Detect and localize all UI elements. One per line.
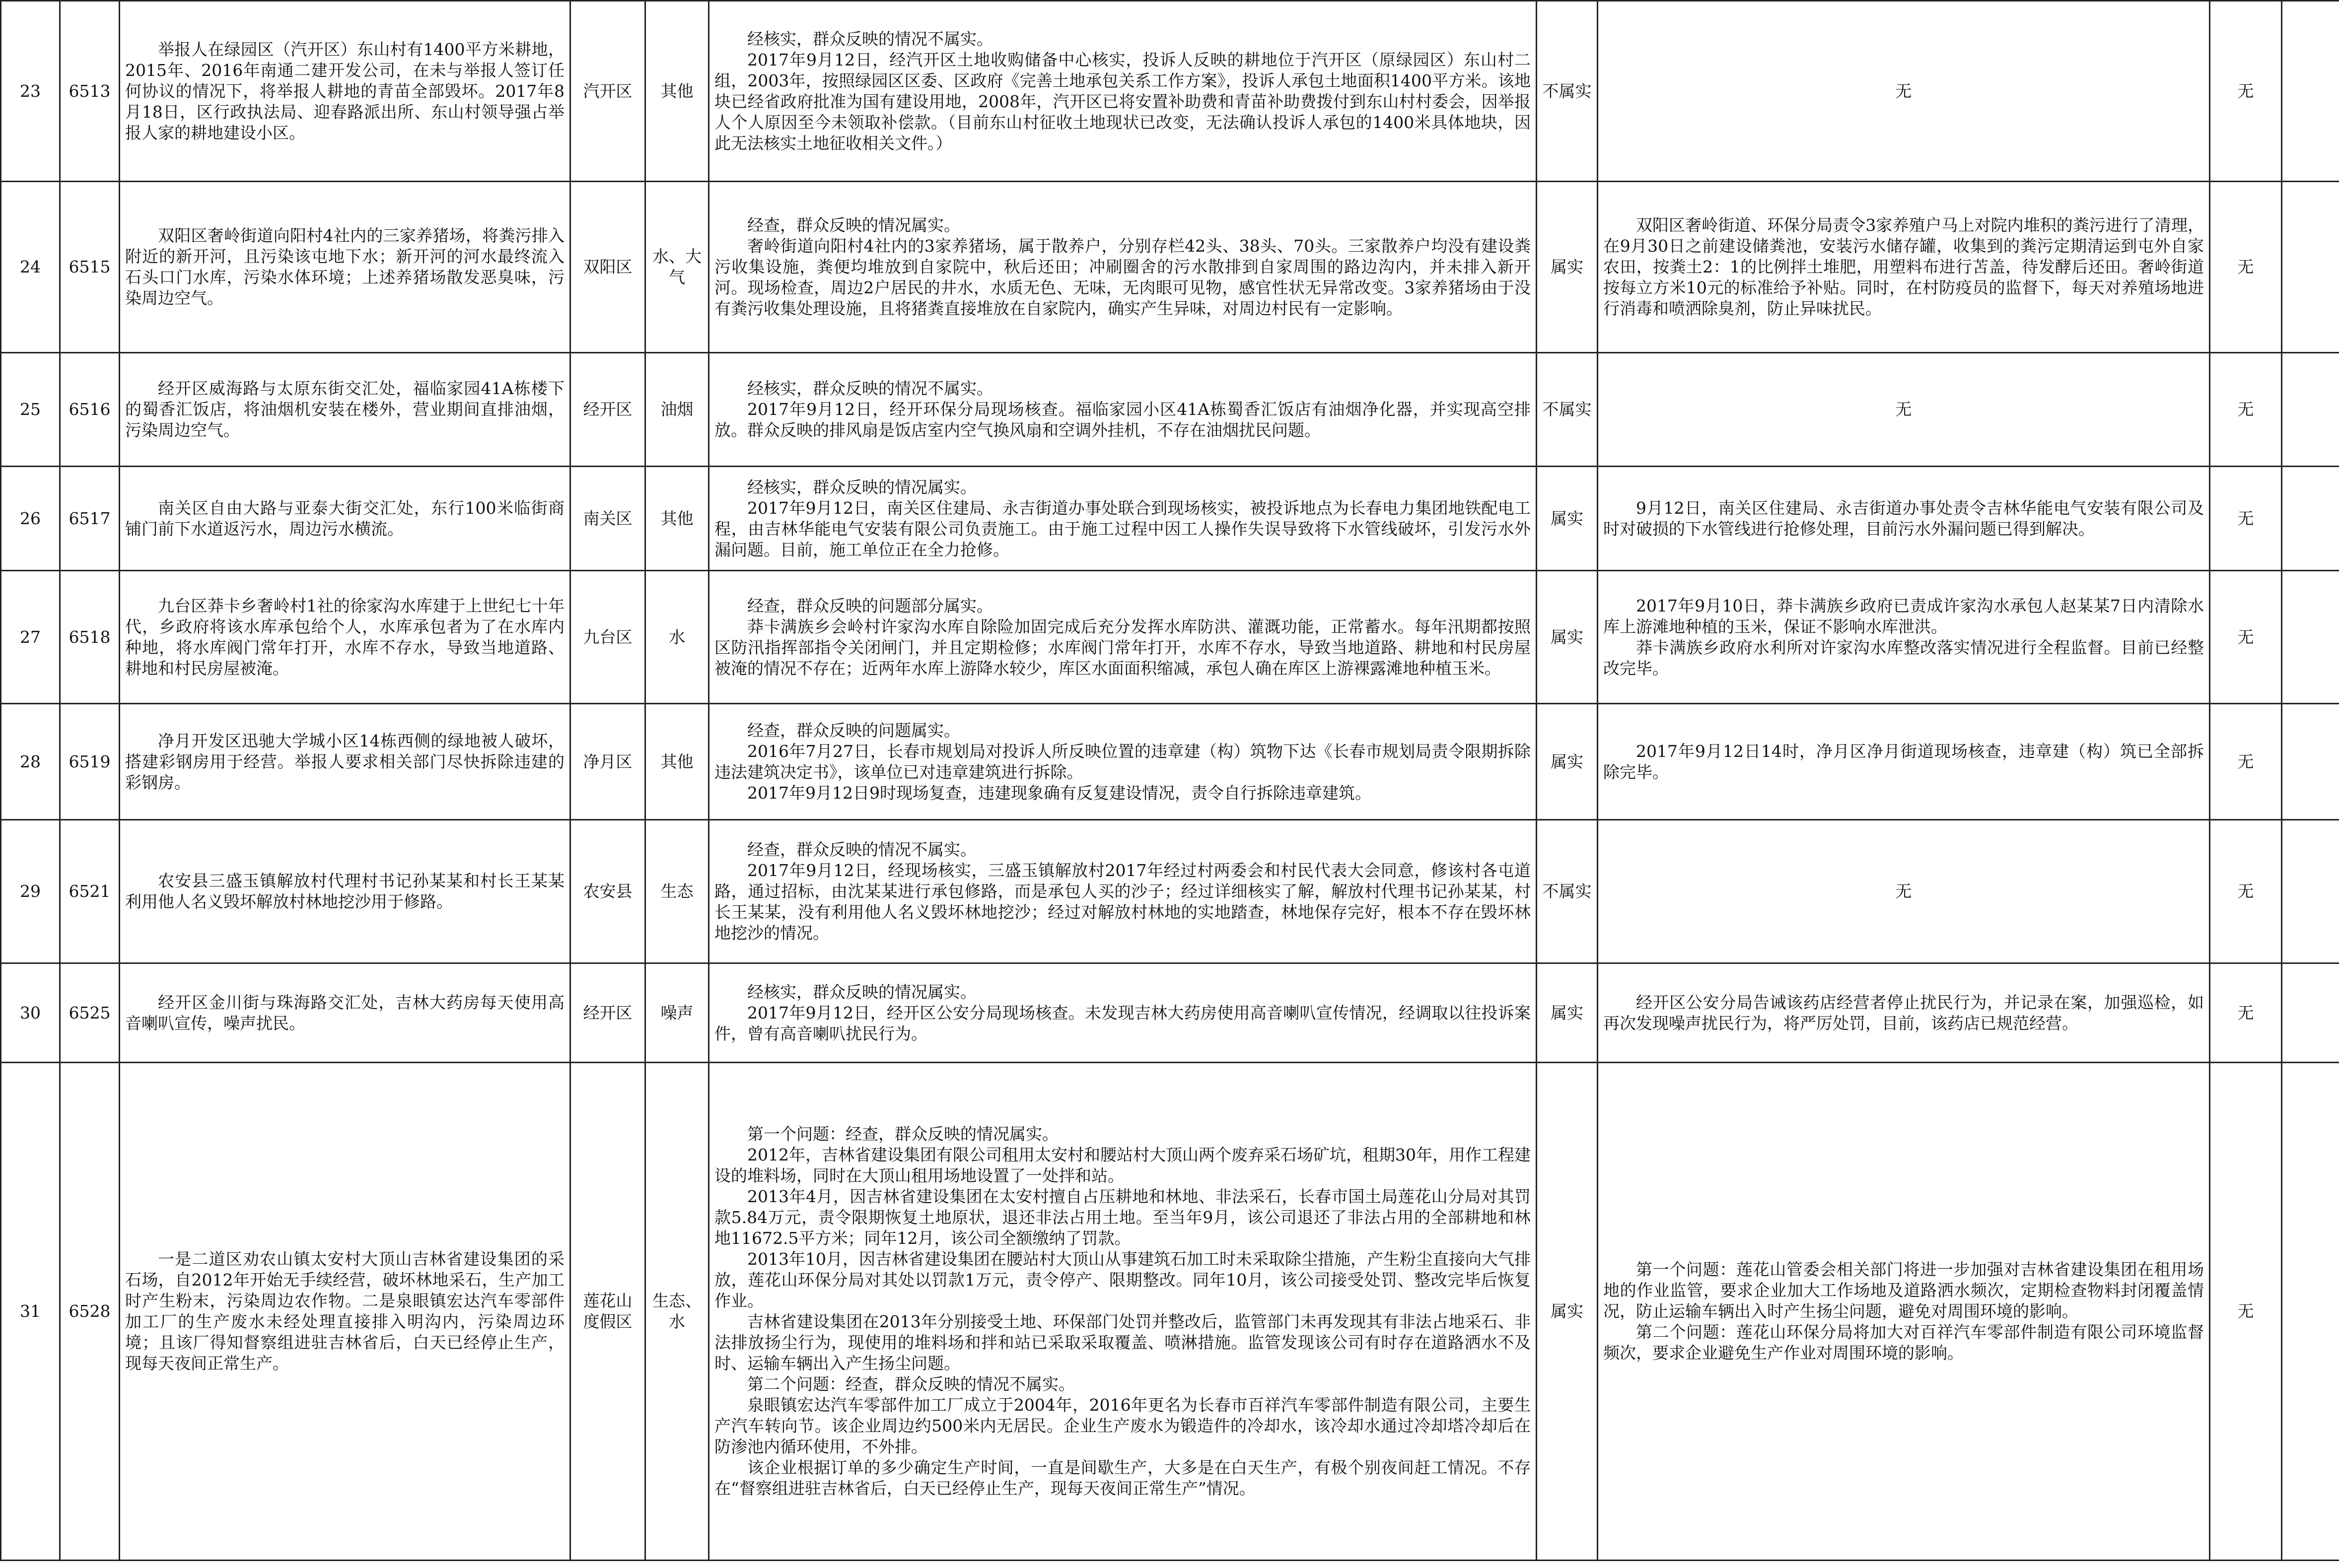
complaint-text bbox=[120, 820, 570, 963]
complaint-paragraph: 南关区自由大路与亚泰大街交汇处，东行100米临街商铺门前下水道返污水，周边污水横流。 bbox=[125, 498, 565, 539]
blank-cell bbox=[2282, 704, 2339, 820]
district: 莲花山度假区 bbox=[570, 1063, 645, 1561]
district: 农安县 bbox=[570, 820, 645, 963]
complaint-paragraph: 农安县三盛玉镇解放村代理村书记孙某某和村长王某某利用他人名义毁坏解放村林地挖沙用于修路。 bbox=[125, 871, 565, 911]
handling-paragraph: 经开区公安分局告诫该药店经营者停止扰民行为，并记录在案，加强巡检，如再次发现噪声扰民行为，将严厉处罚，目前，该药店已规范经营。 bbox=[1603, 992, 2204, 1033]
row-number: 31 bbox=[1, 1063, 60, 1561]
table-row bbox=[1, 571, 2339, 704]
handling-paragraph: 2017年9月12日14时，净月区净月街道现场核查，违章建（构）筑已全部拆除完毕。 bbox=[1603, 741, 2204, 782]
blank-cell bbox=[2282, 467, 2339, 571]
district: 经开区 bbox=[570, 963, 645, 1063]
district: 经开区 bbox=[570, 353, 645, 467]
district: 净月区 bbox=[570, 704, 645, 820]
complaint-text bbox=[120, 963, 570, 1063]
findings-paragraph: 2017年9月12日，经开环保分局现场核查。福临家园小区41A栋蜀香汇饭店有油烟净化器，并实现高空排放。群众反映的排风扇是饭店室内空气换风扇和空调外挂机，不存在油烟扰民问题。 bbox=[714, 400, 1531, 440]
table-row bbox=[1, 704, 2339, 820]
complaint-text bbox=[120, 1063, 570, 1561]
pollution-category: 生态 bbox=[645, 820, 709, 963]
row-number: 27 bbox=[1, 571, 60, 704]
row-number: 28 bbox=[1, 704, 60, 820]
handling-paragraph: 双阳区奢岭街道、环保分局责令3家养殖户马上对院内堆积的粪污进行了清理，在9月30日之前建设储粪池，安装污水储存罐，收集到的粪污定期清运到屯外自家农田，按粪土2：1的比例拌土堆肥，用塑料布进行苫盖，待发酵后还田。奢岭街道按每立方米10元的标准给予补贴。同时，在村防疫员的监督下，每天对养殖场地进行消毒和喷洒除臭剂，防止异味扰民。 bbox=[1603, 215, 2204, 318]
verification-status: 属实 bbox=[1537, 704, 1598, 820]
pollution-category: 水、大气 bbox=[645, 182, 709, 353]
findings-paragraph: 泉眼镇宏达汽车零部件加工厂成立于2004年，2016年更名为长春市百祥汽车零部件制造有限公司，主要生产汽车转向节。该企业周边约500米内无居民。企业生产废水为锻造件的冷却水，该冷却水通过冷却塔冷却后在防渗池内循环使用，不外排。 bbox=[714, 1395, 1531, 1456]
handling-measures: 无 bbox=[1598, 353, 2210, 467]
investigation-findings bbox=[709, 1063, 1537, 1561]
findings-paragraph: 奢岭街道向阳村4社内的3家养猪场，属于散养户，分别存栏42头、38头、70头。三家散养户均没有建设粪污收集设施，粪便均堆放到自家院中，秋后还田；冲刷圈舍的污水散排到自家周围的路边沟内，并未排入新开河。现场检查，周边2户居民的井水，水质无色、无味，无肉眼可见物，感官性状无异常改变。3家养猪场由于没有粪污收集处理设施，且将猪粪直接堆放在自家院内，确实产生异味，对周边村民有一定影响。 bbox=[714, 236, 1531, 318]
accountability: 无 bbox=[2210, 182, 2282, 353]
row-number: 30 bbox=[1, 963, 60, 1063]
complaint-text bbox=[120, 1, 570, 182]
handling-measures bbox=[1598, 571, 2210, 704]
table-row bbox=[1, 353, 2339, 467]
complaint-paragraph: 双阳区奢岭街道向阳村4社内的三家养猪场，将粪污排入附近的新开河，且污染该屯地下水；新开河的河水最终流入石头口门水库，污染水体环境；上述养猪场散发恶臭味，污染周边空气。 bbox=[125, 226, 565, 308]
case-id: 6521 bbox=[60, 820, 120, 963]
handling-paragraph: 莽卡满族乡政府水利所对许家沟水库整改落实情况进行全程监督。目前已经整改完毕。 bbox=[1603, 637, 2204, 678]
handling-measures: 无 bbox=[1598, 820, 2210, 963]
accountability: 无 bbox=[2210, 963, 2282, 1063]
accountability: 无 bbox=[2210, 353, 2282, 467]
district: 九台区 bbox=[570, 571, 645, 704]
verification-status: 不属实 bbox=[1537, 1, 1598, 182]
pollution-category: 生态、水 bbox=[645, 1063, 709, 1561]
handling-measures bbox=[1598, 1063, 2210, 1561]
district: 南关区 bbox=[570, 467, 645, 571]
findings-paragraph: 2013年4月，因吉林省建设集团在太安村擅自占压耕地和林地、非法采石，长春市国土局莲花山分局对其罚款5.84万元，责令限期恢复土地原状，退还非法占用土地。至当年9月，该公司退还了非法占用的全部耕地和林地11672.5平方米；同年12月，该公司全额缴纳了罚款。 bbox=[714, 1187, 1531, 1248]
blank-cell bbox=[2282, 820, 2339, 963]
findings-paragraph: 2017年9月12日，南关区住建局、永吉街道办事处联合到现场核实，被投诉地点为长春电力集团地铁配电工程，由吉林华能电气安装有限公司负责施工。由于施工过程中因工人操作失误导致将下水管线破坏，引发污水外漏问题。目前，施工单位正在全力抢修。 bbox=[714, 498, 1531, 559]
row-number: 29 bbox=[1, 820, 60, 963]
handling-paragraph: 9月12日，南关区住建局、永吉街道办事处责令吉林华能电气安装有限公司及时对破损的下水管线进行抢修处理，目前污水外漏问题已得到解决。 bbox=[1603, 498, 2204, 539]
findings-paragraph: 经查，群众反映的问题属实。 bbox=[747, 720, 960, 740]
case-id: 6519 bbox=[60, 704, 120, 820]
findings-paragraph: 2013年10月，因吉林省建设集团在腰站村大顶山从事建筑石加工时未采取除尘措施，产生粉尘直接向大气排放，莲花山环保分局对其处以罚款1万元，责令停产、限期整改。同年10月，该公司接受处罚、整改完毕后恢复作业。 bbox=[714, 1249, 1531, 1310]
handling-paragraph: 第一个问题：莲花山管委会相关部门将进一步加强对吉林省建设集团在租用场地的作业监管，要求企业加大工作场地及道路洒水频次，定期检查物料封闭覆盖情况，防止运输车辆出入时产生扬尘问题，避免对周围环境的影响。 bbox=[1603, 1260, 2204, 1321]
complaint-paragraph: 举报人在绿园区（汽开区）东山村有1400平方米耕地，2015年、2016年南通二建开发公司，在未与举报人签订任何协议的情况下，将举报人耕地的青苗全部毁坏。2017年8月18日，区行政执法局、迎春路派出所、东山村领导强占举报人家的耕地建设小区。 bbox=[125, 39, 565, 142]
table-body bbox=[1, 1, 2339, 1561]
findings-paragraph: 第一个问题：经查，群众反映的情况属实。 bbox=[747, 1124, 1059, 1144]
pollution-category: 其他 bbox=[645, 1, 709, 182]
complaint-paragraph: 一是二道区劝农山镇太安村大顶山吉林省建设集团的采石场，自2012年开始无手续经营，破坏林地采石，生产加工时产生粉末，污染周边农作物。二是泉眼镇宏达汽车零部件加工厂的生产废水未经处理直接排入明沟内，污染周边环境；且该厂得知督察组进驻吉林省后，白天已经停止生产，现每天夜间正常生产。 bbox=[125, 1249, 565, 1373]
investigation-findings bbox=[709, 571, 1537, 704]
handling-measures bbox=[1598, 704, 2210, 820]
district: 汽开区 bbox=[570, 1, 645, 182]
handling-paragraph: 2017年9月10日，莽卡满族乡政府已责成许家沟水承包人赵某某7日内清除水库上游滩地种植的玉米，保证不影响水库泄洪。 bbox=[1603, 596, 2204, 636]
handling-measures bbox=[1598, 182, 2210, 353]
complaint-paragraph: 净月开发区迅驰大学城小区14栋西侧的绿地被人破坏，搭建彩钢房用于经营。举报人要求相关部门尽快拆除违建的彩钢房。 bbox=[125, 731, 565, 792]
findings-paragraph: 经核实，群众反映的情况不属实。 bbox=[747, 379, 993, 398]
verification-status: 不属实 bbox=[1537, 820, 1598, 963]
accountability: 无 bbox=[2210, 704, 2282, 820]
table-row bbox=[1, 1, 2339, 182]
complaint-text bbox=[120, 467, 570, 571]
case-id: 6518 bbox=[60, 571, 120, 704]
table-row bbox=[1, 467, 2339, 571]
accountability: 无 bbox=[2210, 820, 2282, 963]
district: 双阳区 bbox=[570, 182, 645, 353]
table-row bbox=[1, 963, 2339, 1063]
complaint-text bbox=[120, 571, 570, 704]
findings-paragraph: 2017年9月12日，经开区公安分局现场核查。未发现吉林大药房使用高音喇叭宣传情况，经调取以往投诉案件，曾有高音喇叭扰民行为。 bbox=[714, 1003, 1531, 1043]
findings-paragraph: 2016年7月27日，长春市规划局对投诉人所反映位置的违章建（构）筑物下达《长春市规划局责令限期拆除违法建筑决定书》，该单位已对违章建筑进行拆除。 bbox=[714, 741, 1531, 782]
investigation-findings bbox=[709, 963, 1537, 1063]
handling-measures: 无 bbox=[1598, 1, 2210, 182]
case-id: 6517 bbox=[60, 467, 120, 571]
findings-paragraph: 经核实，群众反映的情况属实。 bbox=[747, 982, 977, 1002]
findings-paragraph: 2017年9月12日9时现场复查，违建现象确有反复建设情况，责令自行拆除违章建筑。 bbox=[747, 783, 1371, 803]
verification-status: 属实 bbox=[1537, 467, 1598, 571]
findings-paragraph: 第二个问题：经查，群众反映的情况不属实。 bbox=[747, 1374, 1075, 1394]
complaint-paragraph: 经开区威海路与太原东街交汇处，福临家园41A栋楼下的蜀香汇饭店，将油烟机安装在楼外，营业期间直排油烟，污染周边空气。 bbox=[125, 379, 565, 440]
investigation-findings bbox=[709, 353, 1537, 467]
blank-cell bbox=[2282, 963, 2339, 1063]
table-row bbox=[1, 1063, 2339, 1561]
complaint-paragraph: 经开区金川街与珠海路交汇处，吉林大药房每天使用高音喇叭宣传，噪声扰民。 bbox=[125, 992, 565, 1033]
row-number: 26 bbox=[1, 467, 60, 571]
findings-paragraph: 经查，群众反映的情况属实。 bbox=[747, 215, 960, 235]
pollution-category: 其他 bbox=[645, 467, 709, 571]
investigation-findings bbox=[709, 1, 1537, 182]
case-id: 6515 bbox=[60, 182, 120, 353]
blank-cell bbox=[2282, 1, 2339, 182]
accountability: 无 bbox=[2210, 1, 2282, 182]
verification-status: 属实 bbox=[1537, 963, 1598, 1063]
verification-status: 不属实 bbox=[1537, 353, 1598, 467]
handling-measures bbox=[1598, 467, 2210, 571]
verification-status: 属实 bbox=[1537, 182, 1598, 353]
complaint-text bbox=[120, 704, 570, 820]
row-number: 24 bbox=[1, 182, 60, 353]
investigation-findings bbox=[709, 820, 1537, 963]
findings-paragraph: 经查，群众反映的问题部分属实。 bbox=[747, 596, 993, 615]
pollution-category: 水 bbox=[645, 571, 709, 704]
table-row bbox=[1, 820, 2339, 963]
findings-paragraph: 2017年9月12日，经现场核实，三盛玉镇解放村2017年经过村两委会和村民代表大会同意，修该村各屯道路，通过招标，由沈某某进行承包修路，而是承包人买的沙子；经过详细核实了解，解放村代理书记孙某某，村长王某某，没有利用他人名义毁坏林地挖沙；经过对解放村林地的实地踏查，林地保存完好，根本不存在毁坏林地挖沙的情况。 bbox=[714, 861, 1531, 943]
blank-cell bbox=[2282, 571, 2339, 704]
findings-paragraph: 经查，群众反映的情况不属实。 bbox=[747, 840, 977, 859]
row-number: 25 bbox=[1, 353, 60, 467]
case-id: 6528 bbox=[60, 1063, 120, 1561]
complaint-text bbox=[120, 353, 570, 467]
handling-measures bbox=[1598, 963, 2210, 1063]
blank-cell bbox=[2282, 182, 2339, 353]
findings-paragraph: 该企业根据订单的多少确定生产时间，一直是间歇生产，大多是在白天生产，有极个别夜间赶工情况。不存在“督察组进驻吉林省后，白天已经停止生产，现每天夜间正常生产”情况。 bbox=[714, 1458, 1531, 1498]
pollution-category: 油烟 bbox=[645, 353, 709, 467]
findings-paragraph: 2012年，吉林省建设集团有限公司租用太安村和腰站村大顶山两个废弃采石场矿坑，租期30年，用作工程建设的堆料场，同时在大顶山租用场地设置了一处拌和站。 bbox=[714, 1145, 1531, 1185]
complaint-paragraph: 九台区莽卡乡奢岭村1社的徐家沟水库建于上世纪七十年代，乡政府将该水库承包给个人，水库承包者为了在水库内种地，将水库阀门常年打开，水库不存水，导致当地道路、耕地和村民房屋被淹。 bbox=[125, 596, 565, 678]
case-id: 6516 bbox=[60, 353, 120, 467]
investigation-findings bbox=[709, 704, 1537, 820]
findings-paragraph: 经核实，群众反映的情况不属实。 bbox=[747, 29, 993, 49]
investigation-findings bbox=[709, 467, 1537, 571]
accountability: 无 bbox=[2210, 467, 2282, 571]
verification-status: 属实 bbox=[1537, 1063, 1598, 1561]
pollution-category: 噪声 bbox=[645, 963, 709, 1063]
investigation-findings bbox=[709, 182, 1537, 353]
case-id: 6525 bbox=[60, 963, 120, 1063]
findings-paragraph: 2017年9月12日，经汽开区土地收购储备中心核实，投诉人反映的耕地位于汽开区（原绿园区）东山村二组，2003年，按照绿园区区委、区政府《完善土地承包关系工作方案》，投诉人承包土地面积1400平方米。该地块已经省政府批准为国有建设用地，2008年，汽开区已将安置补助费和青苗补助费拨付到东山村村委会，因举报人个人原因至今未领取补偿款。（目前东山村征收土地现状已改变，无法确认投诉人承包的1400米具体地块，因此无法核实土地征收相关文件。） bbox=[714, 50, 1531, 153]
accountability: 无 bbox=[2210, 571, 2282, 704]
findings-paragraph: 吉林省建设集团在2013年分别接受土地、环保部门处罚并整改后，监管部门未再发现其有非法占地采石、非法排放扬尘行为，现使用的堆料场和拌和站已采取采取覆盖、喷淋措施。监管发现该公司有时存在道路洒水不及时、运输车辆出入产生扬尘问题。 bbox=[714, 1312, 1531, 1373]
findings-paragraph: 莽卡满族乡会岭村许家沟水库自除险加固完成后充分发挥水库防洪、灌溉功能，正常蓄水。每年汛期都按照区防汛指挥部指令关闭闸门，并且定期检修；水库阀门常年打开，水库不存水，导致当地道路、耕地和村民房屋被淹的情况不存在；近两年水库上游降水较少，库区水面面积缩减，承包人确在库区上游裸露滩地种植玉米。 bbox=[714, 616, 1531, 678]
table-row bbox=[1, 182, 2339, 353]
findings-paragraph: 经核实，群众反映的情况属实。 bbox=[747, 477, 977, 497]
blank-cell bbox=[2282, 353, 2339, 467]
case-id: 6513 bbox=[60, 1, 120, 182]
handling-paragraph: 第二个问题：莲花山环保分局将加大对百祥汽车零部件制造有限公司环境监督频次，要求企业避免生产作业对周围环境的影响。 bbox=[1603, 1322, 2204, 1363]
row-number: 23 bbox=[1, 1, 60, 182]
verification-status: 属实 bbox=[1537, 571, 1598, 704]
pollution-category: 其他 bbox=[645, 704, 709, 820]
complaint-text bbox=[120, 182, 570, 353]
accountability: 无 bbox=[2210, 1063, 2282, 1561]
blank-cell bbox=[2282, 1063, 2339, 1561]
